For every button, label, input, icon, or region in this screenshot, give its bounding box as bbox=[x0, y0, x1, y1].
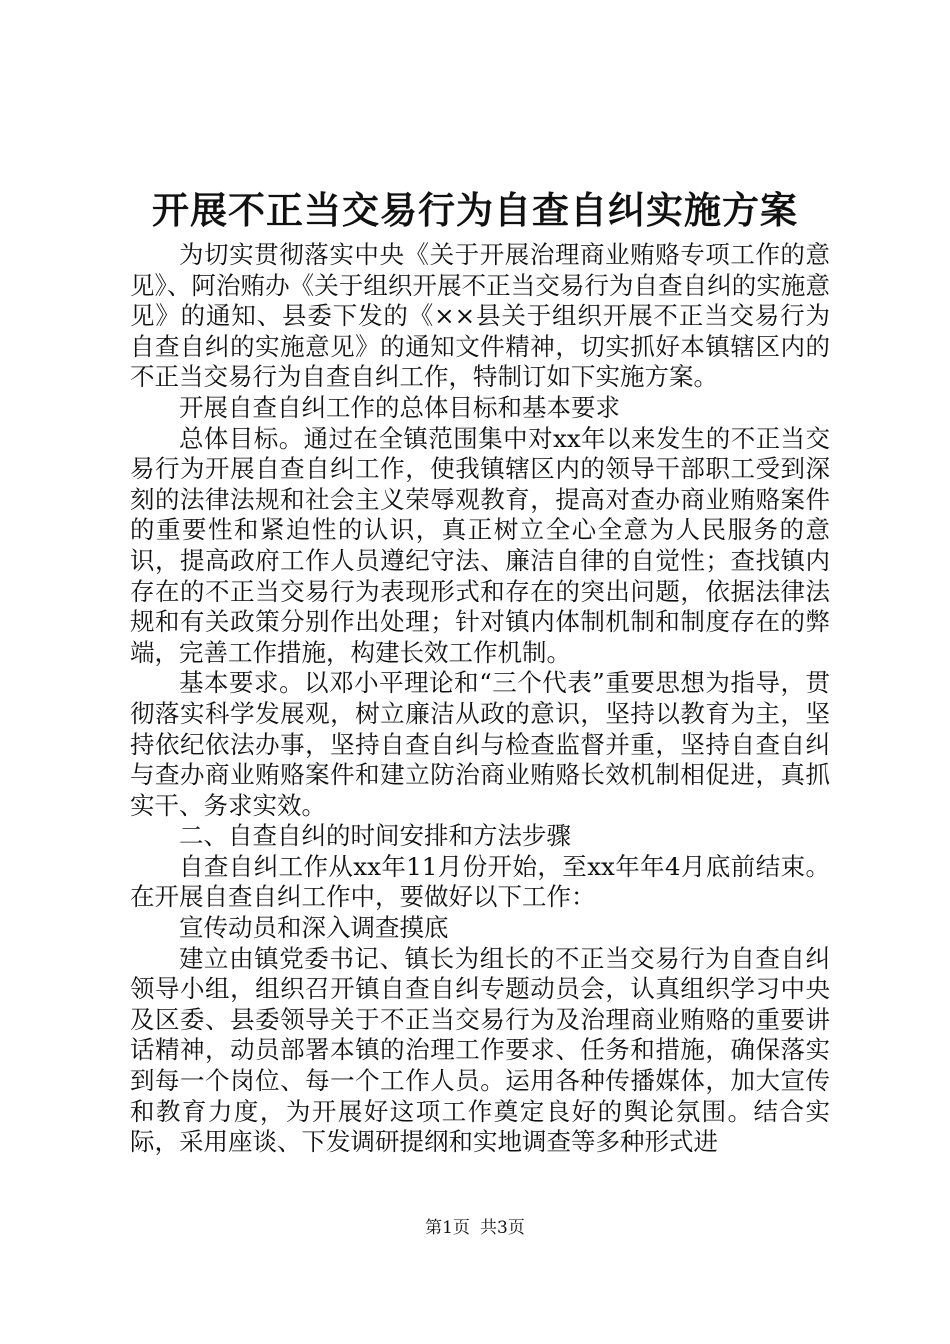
section-heading-schedule: 二、自查自纠的时间安排和方法步骤 bbox=[179, 821, 571, 851]
page-number: 第1页 bbox=[425, 1218, 470, 1238]
paragraph-overall-goal: 总体目标。通过在全镇范围集中对xx年以来发生的不正当交易行为开展自查自纠工作，使我镇辖区内的领导干部职工受到深刻的法律法规和社会主义荣辱观教育，提高对查办商业贿赂案件的重要性和紧迫性的认识，真正树立全心全意为人民服务的意识，提高政府工作人员遵纪守法、廉洁自律的自觉性；查找镇内存在的不正当交易行为表现形式和存在的突出问题，依据法律法规和有关政策分别作出处理；针对镇内体制机制和制度存在的弊端，完善工作措施，构建长效工作机制。 bbox=[130, 423, 830, 667]
page-footer bbox=[0, 1216, 950, 1240]
subheading-mobilization: 宣传动员和深入调查摸底 bbox=[179, 913, 449, 943]
paragraph-schedule: 自查自纠工作从xx年11月份开始，至xx年年4月底前结束。在开展自查自纠工作中，要做好以下工作： bbox=[130, 851, 830, 912]
document-body bbox=[130, 240, 830, 1158]
paragraph-intro: 为切实贯彻落实中央《关于开展治理商业贿赂专项工作的意见》、阿治贿办《关于组织开展不正当交易行为自查自纠的实施意见》的通知、县委下发的《××县关于组织开展不正当交易行为自查自纠的实施意见》的通知文件精神，切实抓好本镇辖区内的不正当交易行为自查自纠工作，特制订如下实施方案。 bbox=[130, 240, 830, 392]
paragraph-mobilization: 建立由镇党委书记、镇长为组长的不正当交易行为自查自纠领导小组，组织召开镇自查自纠专题动员会，认真组织学习中央及区委、县委领导关于不正当交易行为及治理商业贿赂的重要讲话精神，动员部署本镇的治理工作要求、任务和措施，确保落实到每一个岗位、每一个工作人员。运用各种传播媒体，加大宣传和教育力度，为开展好这项工作奠定良好的舆论氛围。结合实际，采用座谈、下发调研提纲和实地调查等多种形式进 bbox=[130, 943, 830, 1157]
paragraph-basic-requirements: 基本要求。以邓小平理论和“三个代表”重要思想为指导，贯彻落实科学发展观，树立廉洁从政的意识，坚持以教育为主，坚持依纪依法办事，坚持自查自纠与检查监督并重，坚持自查自纠与查办商业贿赂案件和建立防治商业贿赂长效机制相促进，真抓实干、务求实效。 bbox=[130, 668, 830, 820]
document-title: 开展不正当交易行为自查自纠实施方案 bbox=[152, 188, 798, 232]
section-heading-goals: 开展自查自纠工作的总体目标和基本要求 bbox=[179, 392, 620, 422]
page-total: 共3页 bbox=[480, 1218, 525, 1238]
